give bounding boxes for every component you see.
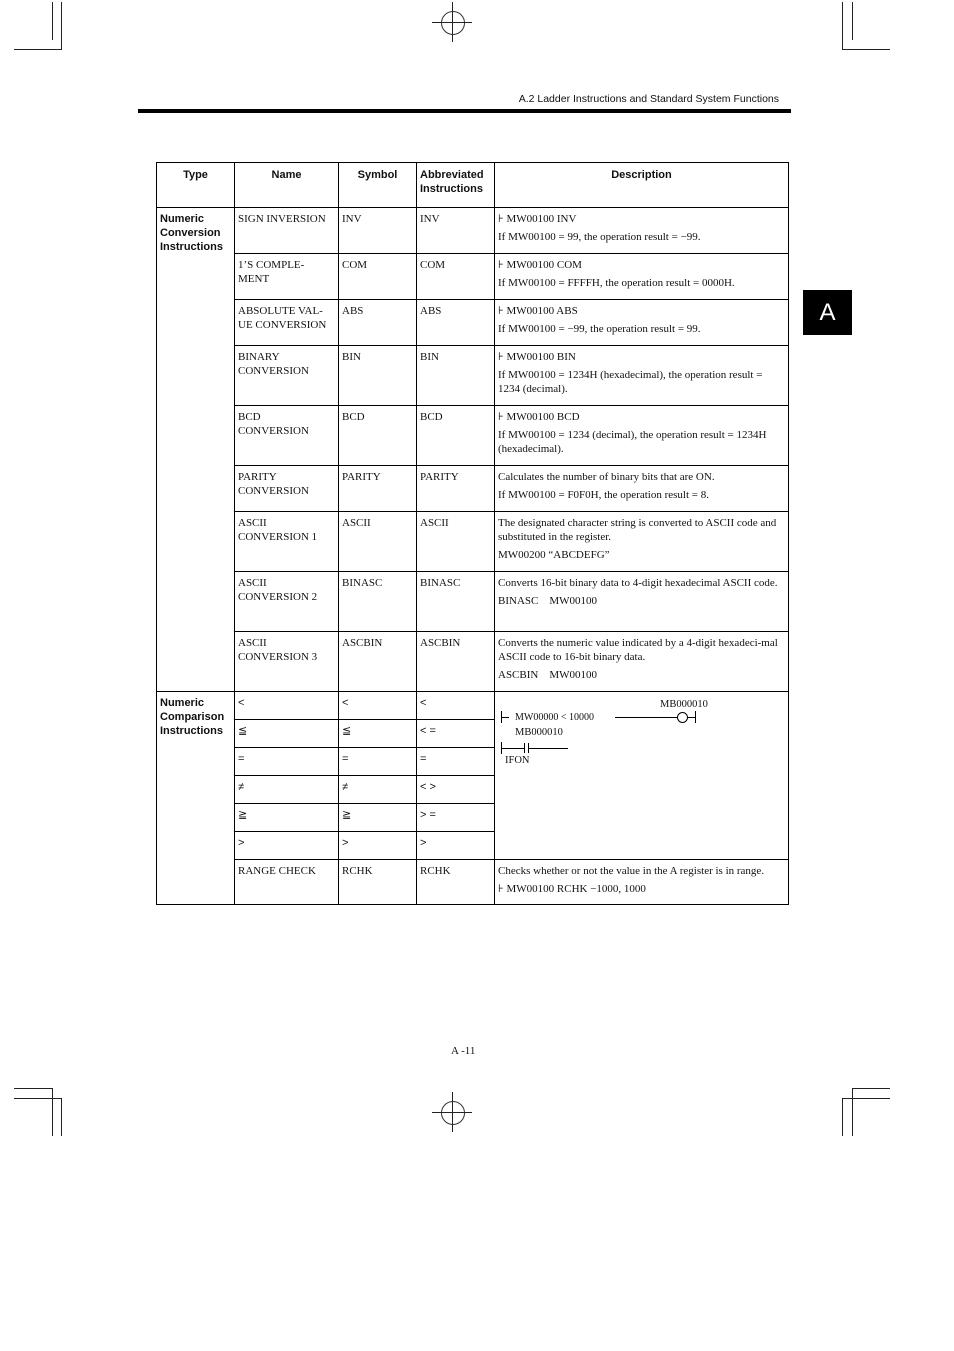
cell-symbol: PARITY bbox=[339, 466, 417, 512]
table-row bbox=[157, 254, 789, 300]
crop-mark-tr-v2 bbox=[852, 2, 853, 40]
cell-abbr: RCHK bbox=[417, 860, 495, 905]
contact-bar-left bbox=[524, 743, 525, 753]
header-abbreviated bbox=[417, 163, 495, 208]
cell-name: < bbox=[235, 692, 339, 720]
coil-label: MB000010 bbox=[660, 699, 708, 710]
cell-symbol: > bbox=[339, 832, 417, 860]
cell-symbol: COM bbox=[339, 254, 417, 300]
rung2-wire bbox=[501, 748, 524, 749]
cell-abbr: BCD bbox=[417, 406, 495, 466]
rung-stub bbox=[501, 717, 509, 718]
compare-expression: MW00000 < 10000 bbox=[515, 712, 594, 723]
cell-name bbox=[235, 300, 339, 346]
header-name: Name bbox=[235, 163, 339, 208]
crop-mark-br-v2 bbox=[852, 1088, 853, 1136]
desc-line: If MW00100 = 1234H (hexadecimal), the operation result = 1234 (decimal). bbox=[498, 369, 763, 395]
table-row bbox=[157, 512, 789, 572]
type-line: Numeric bbox=[160, 213, 205, 225]
cell-description bbox=[495, 208, 789, 254]
desc-line: ⊦ MW00100 INV bbox=[498, 213, 577, 225]
desc-line: If MW00100 = −99, the operation result = 99. bbox=[498, 323, 701, 335]
section-header: A.2 Ladder Instructions and Standard System Functions bbox=[518, 93, 779, 105]
desc-line: If MW00100 = 99, the operation result = −99. bbox=[498, 231, 701, 243]
cell-symbol: ≠ bbox=[339, 776, 417, 804]
desc-line: ASCBIN MW00100 bbox=[498, 669, 598, 681]
group-type-comparison bbox=[157, 692, 235, 905]
cell-abbr: ABS bbox=[417, 300, 495, 346]
desc-line: Calculates the number of binary bits that are ON. bbox=[498, 471, 715, 483]
desc-line: Converts the numeric value indicated by a 4-digit hexadeci-mal ASCII code to 16-bit binary data. bbox=[498, 637, 778, 663]
contact2-label: MB000010 bbox=[515, 727, 563, 738]
rung-wire bbox=[615, 717, 677, 718]
cell-name: RANGE CHECK bbox=[235, 860, 339, 905]
type-line: Comparison bbox=[160, 711, 225, 723]
desc-line: ⊦ MW00100 COM bbox=[498, 259, 582, 271]
table-row bbox=[157, 860, 789, 905]
cell-name bbox=[235, 406, 339, 466]
crop-mark-tl-h bbox=[14, 49, 62, 50]
type-line: Instructions bbox=[160, 241, 223, 253]
crop-mark-br-h2 bbox=[842, 1098, 890, 1099]
cell-description bbox=[495, 300, 789, 346]
cell-symbol: BINASC bbox=[339, 572, 417, 632]
table-row bbox=[157, 466, 789, 512]
cell-symbol: < bbox=[339, 692, 417, 720]
desc-line: If MW00100 = F0F0H, the operation result = 8. bbox=[498, 489, 709, 501]
name-text: ASCII CONVERSION 2 bbox=[238, 577, 318, 603]
rung-right-rail bbox=[695, 711, 696, 723]
desc-line: ⊦ MW00100 RCHK −1000, 1000 bbox=[498, 883, 646, 895]
cell-abbr: ASCBIN bbox=[417, 632, 495, 692]
cell-abbr: PARITY bbox=[417, 466, 495, 512]
cell-name bbox=[235, 466, 339, 512]
desc-line: BINASC MW00100 bbox=[498, 595, 598, 607]
table-header-row bbox=[157, 163, 789, 208]
cell-description bbox=[495, 254, 789, 300]
cell-symbol: BCD bbox=[339, 406, 417, 466]
group-type-conversion bbox=[157, 208, 235, 692]
table-row bbox=[157, 692, 789, 720]
cell-symbol: ≦ bbox=[339, 720, 417, 748]
cell-name bbox=[235, 632, 339, 692]
crop-mark-bl-v2 bbox=[52, 1088, 53, 1136]
cell-symbol: ASCBIN bbox=[339, 632, 417, 692]
type-line: Conversion bbox=[160, 227, 221, 239]
desc-line: ⊦ MW00100 ABS bbox=[498, 305, 578, 317]
cell-description bbox=[495, 406, 789, 466]
rung2-wire-right bbox=[528, 748, 568, 749]
cell-symbol: ASCII bbox=[339, 512, 417, 572]
coil-icon bbox=[677, 712, 688, 723]
cell-abbr: > bbox=[417, 832, 495, 860]
cell-description bbox=[495, 512, 789, 572]
appendix-tab: A bbox=[803, 290, 852, 335]
desc-line: ⊦ MW00100 BCD bbox=[498, 411, 580, 423]
desc-line: If MW00100 = 1234 (decimal), the operation result = 1234H (hexadecimal). bbox=[498, 429, 767, 455]
table-row bbox=[157, 632, 789, 692]
table-row bbox=[157, 208, 789, 254]
type-line: Numeric bbox=[160, 697, 205, 709]
cell-name bbox=[235, 572, 339, 632]
header-type: Type bbox=[157, 163, 235, 208]
cell-abbr: BIN bbox=[417, 346, 495, 406]
cell-abbr: < bbox=[417, 692, 495, 720]
cell-abbr: < > bbox=[417, 776, 495, 804]
cell-name: ≠ bbox=[235, 776, 339, 804]
cell-name bbox=[235, 254, 339, 300]
table-row bbox=[157, 300, 789, 346]
name-text: ASCII CONVERSION 1 bbox=[238, 517, 318, 543]
registration-cross-top-h bbox=[432, 22, 472, 23]
cell-abbr: COM bbox=[417, 254, 495, 300]
registration-circle-top bbox=[441, 11, 465, 35]
cell-abbr: > = bbox=[417, 804, 495, 832]
header-abbreviated-line1: Abbreviated bbox=[420, 169, 484, 181]
cell-name bbox=[235, 512, 339, 572]
cell-abbr: BINASC bbox=[417, 572, 495, 632]
header-symbol: Symbol bbox=[339, 163, 417, 208]
cell-abbr: < = bbox=[417, 720, 495, 748]
crop-mark-bl-h2 bbox=[14, 1098, 62, 1099]
cell-symbol: = bbox=[339, 748, 417, 776]
crop-mark-tl-v2 bbox=[52, 2, 53, 40]
cell-name: = bbox=[235, 748, 339, 776]
header-description: Description bbox=[495, 163, 789, 208]
ladder-diagram bbox=[495, 692, 782, 842]
desc-line: MW00200 “ABCDEFG” bbox=[498, 549, 610, 561]
cell-name bbox=[235, 346, 339, 406]
instruction-table bbox=[156, 162, 789, 905]
table-row bbox=[157, 406, 789, 466]
type-line: Instructions bbox=[160, 725, 223, 737]
cell-name: ≦ bbox=[235, 720, 339, 748]
registration-cross-bottom-h bbox=[432, 1112, 472, 1113]
name-text: 1’S COMPLE- MENT bbox=[238, 259, 305, 285]
rung-wire-right bbox=[688, 717, 695, 718]
crop-mark-br-v bbox=[842, 1098, 843, 1136]
registration-circle-bottom bbox=[441, 1101, 465, 1125]
cell-symbol: ABS bbox=[339, 300, 417, 346]
header-rule bbox=[138, 109, 791, 113]
cell-symbol: BIN bbox=[339, 346, 417, 406]
table-row bbox=[157, 572, 789, 632]
desc-line: If MW00100 = FFFFH, the operation result = 0000H. bbox=[498, 277, 735, 289]
cell-description bbox=[495, 466, 789, 512]
cell-symbol: INV bbox=[339, 208, 417, 254]
ifon-label: IFON bbox=[505, 755, 530, 766]
desc-line: Converts 16-bit binary data to 4-digit hexadecimal ASCII code. bbox=[498, 577, 778, 589]
cell-abbr: = bbox=[417, 748, 495, 776]
name-text: PARITY CONVERSION bbox=[238, 471, 309, 497]
cell-symbol: ≧ bbox=[339, 804, 417, 832]
cell-description bbox=[495, 346, 789, 406]
name-text: ASCII CONVERSION 3 bbox=[238, 637, 318, 663]
crop-mark-bl-h bbox=[14, 1088, 52, 1089]
name-text: ABSOLUTE VAL- UE CONVERSION bbox=[238, 305, 327, 331]
cell-abbr: ASCII bbox=[417, 512, 495, 572]
crop-mark-br-h bbox=[852, 1088, 890, 1089]
cell-symbol: RCHK bbox=[339, 860, 417, 905]
crop-mark-tl-v bbox=[61, 2, 62, 50]
cell-name: SIGN INVERSION bbox=[235, 208, 339, 254]
cell-description bbox=[495, 860, 789, 905]
desc-line: The designated character string is converted to ASCII code and substituted in the register. bbox=[498, 517, 777, 543]
table-row bbox=[157, 346, 789, 406]
desc-line: ⊦ MW00100 BIN bbox=[498, 351, 576, 363]
ladder-diagram-cell bbox=[495, 692, 789, 860]
header-abbreviated-line2: Instructions bbox=[420, 183, 483, 195]
desc-line: Checks whether or not the value in the A register is in range. bbox=[498, 865, 765, 877]
page-number: A -11 bbox=[451, 1045, 476, 1057]
name-text: BCD CONVERSION bbox=[238, 411, 309, 437]
cell-name: > bbox=[235, 832, 339, 860]
crop-mark-bl-v bbox=[61, 1098, 62, 1136]
cell-abbr: INV bbox=[417, 208, 495, 254]
name-text: BINARY CONVERSION bbox=[238, 351, 309, 377]
cell-name: ≧ bbox=[235, 804, 339, 832]
crop-mark-tr-h bbox=[842, 49, 890, 50]
cell-description bbox=[495, 632, 789, 692]
crop-mark-tr-v bbox=[842, 2, 843, 50]
cell-description bbox=[495, 572, 789, 632]
